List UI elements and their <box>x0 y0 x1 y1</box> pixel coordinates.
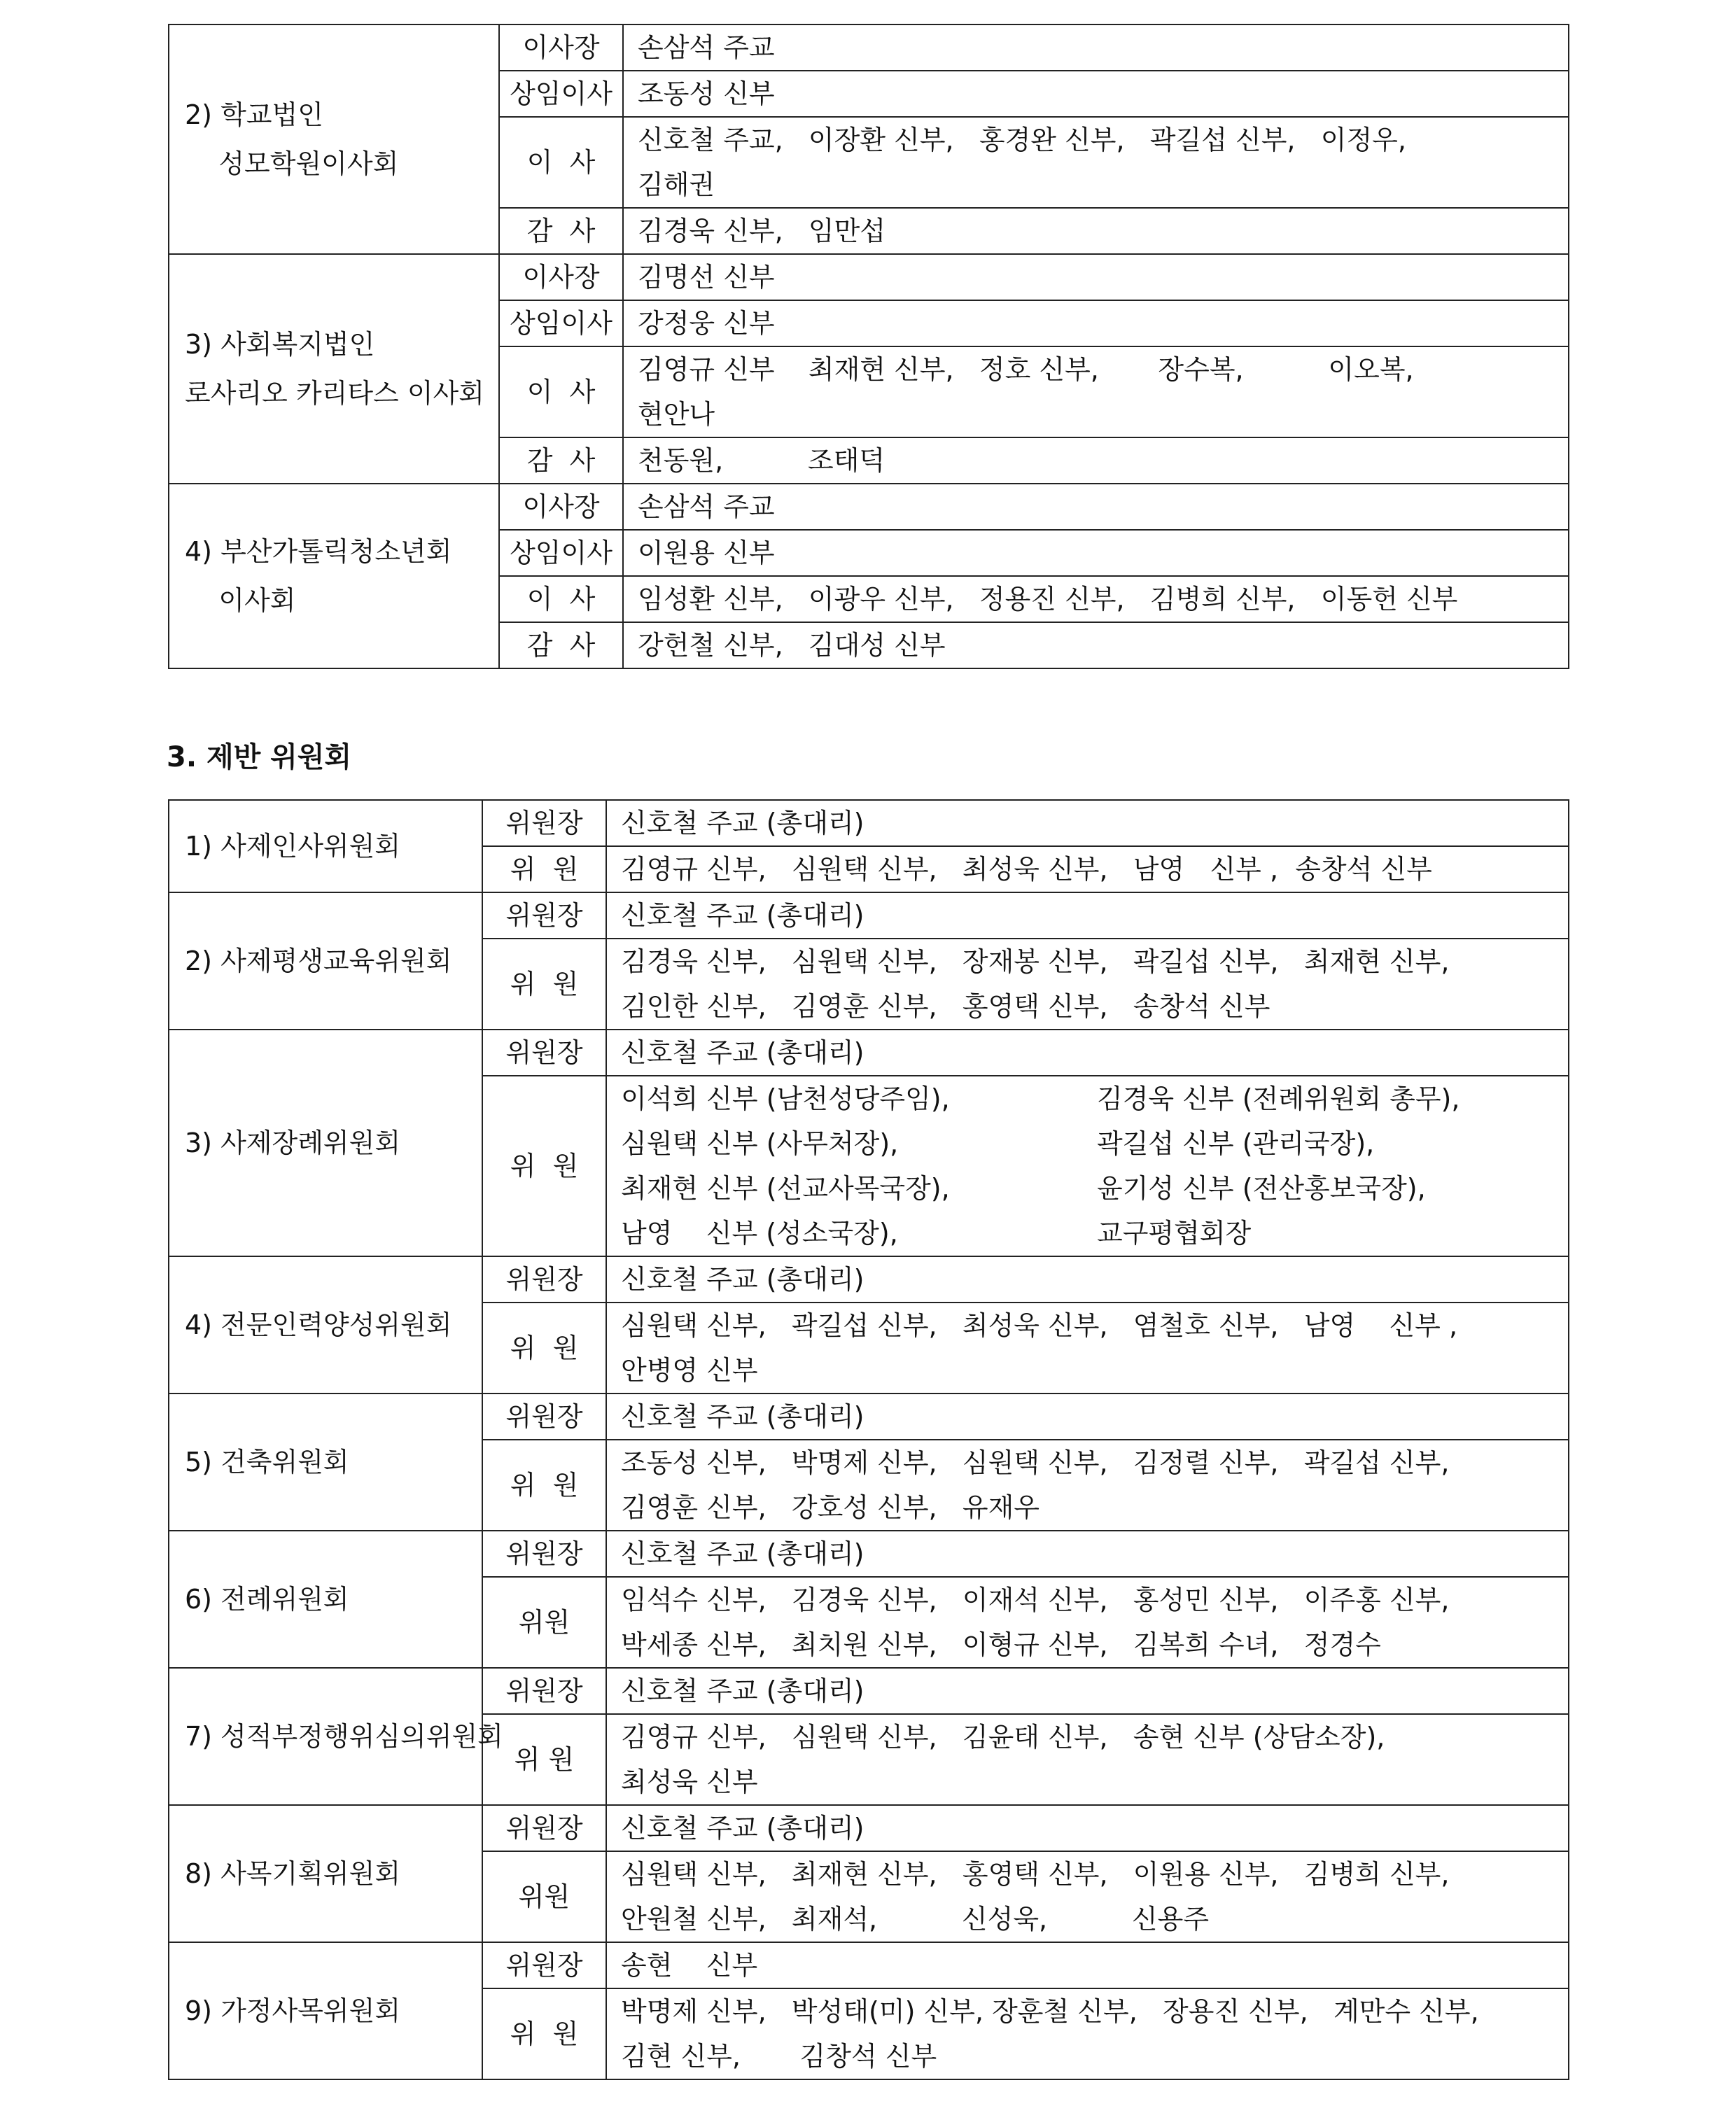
member-entry: 이석희 신부 (남천성당주임), <box>621 1083 950 1114</box>
committee-name-text: 3) 사제장례위원회 <box>185 1128 401 1158</box>
role-cell: 위원장 <box>482 1394 606 1440</box>
role-cell: 위 원 <box>482 1714 606 1805</box>
role-cell: 감 사 <box>499 622 623 668</box>
committee-name <box>169 892 482 1030</box>
committee-name <box>169 800 482 892</box>
role-cell: 위 원 <box>482 846 606 892</box>
role-cell: 이 사 <box>499 117 623 208</box>
members-cell <box>623 254 1569 300</box>
members-line: 신호철 주교 (총대리) <box>621 808 864 838</box>
role-cell: 감 사 <box>499 437 623 484</box>
committee-name <box>169 1394 482 1531</box>
members-line <box>621 1166 1558 1211</box>
board-row <box>169 484 1569 530</box>
members-line: 임석수 신부, 김경욱 신부, 이재석 신부, 홍성민 신부, 이주홍 신부, <box>621 1585 1450 1615</box>
role-cell: 위원장 <box>482 1805 606 1851</box>
role-cell: 위원 <box>482 1577 606 1668</box>
board-name-line: 4) 부산가톨릭청소년회 <box>185 536 452 567</box>
members-line: 신호철 주교 (총대리) <box>621 1401 864 1432</box>
members-cell <box>623 300 1569 346</box>
board-name-line: 3) 사회복지법인 <box>185 329 375 360</box>
committee-name <box>169 1805 482 1942</box>
members-cell <box>606 1714 1569 1805</box>
section-title: 3. 제반 위원회 <box>167 741 352 773</box>
members-cell <box>623 437 1569 484</box>
members-cell <box>623 208 1569 254</box>
role-cell: 이사장 <box>499 254 623 300</box>
members-line: 박세종 신부, 최치원 신부, 이형규 신부, 김복희 수녀, 정경수 <box>621 1629 1381 1660</box>
members-cell <box>606 1531 1569 1577</box>
role-cell: 위 원 <box>482 1076 606 1256</box>
members-line: 김경욱 신부, 심원택 신부, 장재봉 신부, 곽길섭 신부, 최재현 신부, <box>621 946 1450 977</box>
committee-name <box>169 1531 482 1668</box>
members-line: 이원용 신부 <box>638 538 775 568</box>
member-entry: 교구평협회장 <box>1097 1218 1252 1249</box>
committee-name-text: 9) 가정사목위원회 <box>185 1995 401 2026</box>
role-cell: 이사장 <box>499 484 623 530</box>
members-line: 김현 신부, 김창석 신부 <box>621 2041 937 2072</box>
members-line: 신호철 주교 (총대리) <box>621 1813 864 1844</box>
members-line: 신호철 주교 (총대리) <box>621 1264 864 1295</box>
members-line: 김인한 신부, 김영훈 신부, 홍영택 신부, 송창석 신부 <box>621 991 1270 1022</box>
committee-name <box>169 1942 482 2079</box>
members-line: 김명선 신부 <box>638 262 775 293</box>
members-line: 강정웅 신부 <box>638 308 775 339</box>
members-cell <box>623 117 1569 208</box>
committee-name-text: 8) 사목기획위원회 <box>185 1858 401 1889</box>
members-line: 신호철 주교, 이장환 신부, 홍경완 신부, 곽길섭 신부, 이정우, <box>638 125 1406 155</box>
role-cell: 감 사 <box>499 208 623 254</box>
board-name <box>169 484 499 668</box>
role-cell: 위 원 <box>482 1303 606 1394</box>
board-row <box>169 254 1569 300</box>
members-cell <box>606 939 1569 1030</box>
role-cell: 이 사 <box>499 346 623 437</box>
members-cell <box>623 576 1569 622</box>
members-line: 송현 신부 <box>621 1950 758 1981</box>
committee-name-text: 6) 전례위원회 <box>185 1584 349 1615</box>
members-line: 손삼석 주교 <box>638 491 775 522</box>
member-entry: 곽길섭 신부 (관리국장), <box>1097 1128 1375 1159</box>
committee-name <box>169 1030 482 1256</box>
members-cell <box>606 1440 1569 1531</box>
role-cell: 위원장 <box>482 800 606 846</box>
members-line: 김영규 신부, 심원택 신부, 최성욱 신부, 남영 신부 , 송창석 신부 <box>621 854 1432 885</box>
committee-row <box>169 1256 1569 1303</box>
members-line: 강헌철 신부, 김대성 신부 <box>638 630 946 661</box>
role-cell: 이 사 <box>499 576 623 622</box>
members-line: 신호철 주교 (총대리) <box>621 1676 864 1706</box>
members-line <box>621 1121 1558 1166</box>
role-cell: 위원장 <box>482 1256 606 1303</box>
member-entry: 최재현 신부 (선교사목국장), <box>621 1173 950 1204</box>
members-line: 김경욱 신부, 임만섭 <box>638 216 886 246</box>
members-cell <box>606 1805 1569 1851</box>
role-cell: 상임이사 <box>499 71 623 117</box>
committee-row <box>169 1668 1569 1714</box>
role-cell: 위원장 <box>482 1531 606 1577</box>
members-line: 안원철 신부, 최재석, 신성욱, 신용주 <box>621 1904 1210 1935</box>
member-entry: 심원택 신부 (사무처장), <box>621 1128 899 1159</box>
board-name-line: 성모학원이사회 <box>185 148 399 179</box>
members-line: 박명제 신부, 박성태(미) 신부, 장훈철 신부, 장용진 신부, 계만수 신부, <box>621 1996 1479 2027</box>
members-line <box>621 1076 1558 1121</box>
role-cell: 위원장 <box>482 892 606 939</box>
members-line: 김영규 신부, 심원택 신부, 김윤태 신부, 송현 신부 (상담소장), <box>621 1722 1385 1753</box>
committee-row <box>169 1531 1569 1577</box>
committee-row <box>169 892 1569 939</box>
members-line: 천동원, 조태덕 <box>638 445 886 476</box>
members-cell <box>606 1256 1569 1303</box>
board-name-line: 이사회 <box>185 585 296 616</box>
board-name-line: 2) 학교법인 <box>185 99 323 130</box>
members-cell <box>623 530 1569 576</box>
members-cell <box>606 1988 1569 2079</box>
board-name <box>169 24 499 254</box>
role-cell: 위 원 <box>482 1440 606 1531</box>
members-line: 신호철 주교 (총대리) <box>621 1037 864 1068</box>
members-cell <box>623 622 1569 668</box>
committee-row <box>169 1805 1569 1851</box>
committee-row <box>169 1030 1569 1076</box>
boards-table <box>168 24 1569 669</box>
members-cell <box>606 1942 1569 1988</box>
members-line: 김해권 <box>638 169 715 200</box>
members-cell <box>606 1303 1569 1394</box>
role-cell: 상임이사 <box>499 530 623 576</box>
members-line: 김영훈 신부, 강호성 신부, 유재우 <box>621 1492 1040 1523</box>
members-line: 손삼석 주교 <box>638 32 775 63</box>
members-line: 심원택 신부, 최재현 신부, 홍영택 신부, 이원용 신부, 김병희 신부, <box>621 1859 1450 1890</box>
members-cell <box>606 846 1569 892</box>
members-cell <box>623 484 1569 530</box>
role-cell: 위 원 <box>482 1988 606 2079</box>
members-cell <box>606 1394 1569 1440</box>
members-cell <box>623 24 1569 71</box>
role-cell: 위원장 <box>482 1942 606 1988</box>
committee-row <box>169 800 1569 846</box>
members-line: 김영규 신부 최재현 신부, 정호 신부, 장수복, 이오복, <box>638 354 1414 385</box>
members-line: 심원택 신부, 곽길섭 신부, 최성욱 신부, 염철호 신부, 남영 신부 , <box>621 1310 1458 1341</box>
members-line: 조동성 신부, 박명제 신부, 심원택 신부, 김정렬 신부, 곽길섭 신부, <box>621 1447 1450 1478</box>
committee-name-text: 1) 사제인사위원회 <box>185 831 401 862</box>
committee-name-text: 4) 전문인력양성위원회 <box>185 1310 452 1340</box>
members-cell <box>606 1577 1569 1668</box>
role-cell: 위 원 <box>482 939 606 1030</box>
members-line: 신호철 주교 (총대리) <box>621 1538 864 1569</box>
members-cell <box>606 1030 1569 1076</box>
members-line: 조동성 신부 <box>638 78 775 109</box>
members-cell <box>623 346 1569 437</box>
members-line: 신호철 주교 (총대리) <box>621 900 864 931</box>
members-line <box>621 1211 1558 1256</box>
committee-name <box>169 1256 482 1394</box>
committee-name-text: 2) 사제평생교육위원회 <box>185 946 452 976</box>
board-name <box>169 254 499 484</box>
member-entry: 남영 신부 (성소국장), <box>621 1218 898 1249</box>
members-cell <box>606 1851 1569 1942</box>
committee-row <box>169 1942 1569 1988</box>
members-line: 현안나 <box>638 399 715 430</box>
committee-name-text: 7) 성적부정행위심의위원회 <box>185 1721 503 1752</box>
members-cell <box>606 800 1569 846</box>
members-line: 임성환 신부, 이광우 신부, 정용진 신부, 김병희 신부, 이동헌 신부 <box>638 584 1458 615</box>
role-cell: 이사장 <box>499 24 623 71</box>
members-cell <box>606 892 1569 939</box>
members-cell <box>606 1668 1569 1714</box>
member-entry: 김경욱 신부 (전례위원회 총무), <box>1097 1083 1460 1114</box>
board-row <box>169 24 1569 71</box>
role-cell: 위원장 <box>482 1030 606 1076</box>
board-name-line: 로사리오 카리타스 이사회 <box>185 378 484 409</box>
role-cell: 위원장 <box>482 1668 606 1714</box>
committee-name-text: 5) 건축위원회 <box>185 1447 349 1477</box>
committee-name <box>169 1668 503 1805</box>
committee-row <box>169 1394 1569 1440</box>
member-entry: 윤기성 신부 (전산홍보국장), <box>1097 1173 1426 1204</box>
members-line: 최성욱 신부 <box>621 1767 758 1797</box>
role-cell: 상임이사 <box>499 300 623 346</box>
role-cell: 위원 <box>482 1851 606 1942</box>
members-line: 안병영 신부 <box>621 1355 758 1386</box>
members-cell <box>623 71 1569 117</box>
committees-table <box>168 799 1569 2080</box>
members-cell <box>606 1076 1569 1256</box>
